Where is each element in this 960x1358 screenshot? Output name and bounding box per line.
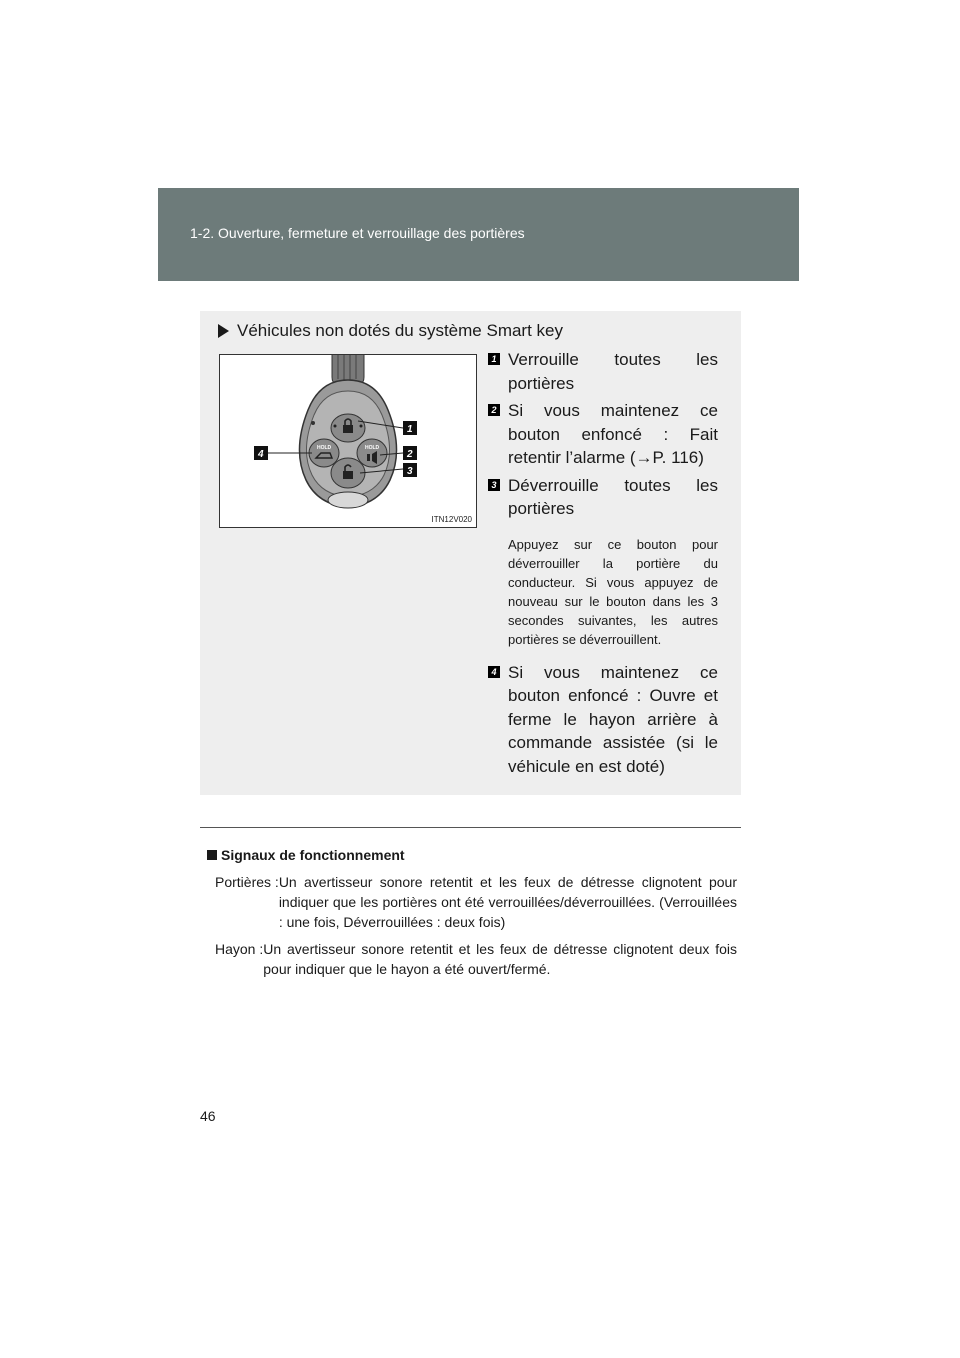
signals-title-text: Signaux de fonctionnement <box>221 847 405 863</box>
callout-3 <box>403 463 417 477</box>
list-item <box>488 348 718 395</box>
callout-4 <box>254 446 268 460</box>
arrow-right-icon <box>218 324 229 338</box>
key-fob-illustration <box>220 355 476 527</box>
list-item <box>488 661 718 779</box>
hold-label-left: HOLD <box>317 445 332 451</box>
item-text: Si vous maintenez ce bouton enfoncé : Ouvre et ferme le hayon arrière à commande assistée (si le véhicule en est doté) <box>508 662 718 776</box>
divider <box>200 827 741 828</box>
item-text: Verrouille toutes les portières <box>508 350 718 393</box>
tailgate-button <box>309 439 339 467</box>
signal-row-tailgate <box>215 939 737 979</box>
section-title: 1-2. Ouverture, fermeture et verrouillage des portières <box>190 225 525 241</box>
item-text: Déverrouille toutes les portières <box>508 475 718 518</box>
unlock-button <box>331 458 365 488</box>
signals-section <box>207 845 737 979</box>
signal-row-doors <box>215 872 737 932</box>
item-text: Si vous maintenez ce bouton enfoncé : Fait retentir l’alarme (→P. 116) <box>508 401 718 467</box>
item-number: 3 <box>488 479 500 491</box>
square-bullet-icon <box>207 850 217 860</box>
list-item <box>488 399 718 470</box>
item-number: 1 <box>488 353 500 365</box>
signal-label: Hayon : <box>215 941 264 957</box>
svg-text:4: 4 <box>258 449 264 460</box>
lock-button <box>331 414 365 442</box>
button-function-list <box>488 348 718 782</box>
hold-label-right: HOLD <box>365 445 380 451</box>
callout-2 <box>403 446 417 460</box>
panel-heading-text: Véhicules non dotés du système Smart key <box>237 321 563 340</box>
item-number: 4 <box>488 666 500 678</box>
signal-text: Un avertisseur sonore retentit et les feux de détresse clignotent pour indiquer que les portières ont été verrouillées/déverrouillées. (Verrouillées : une fois, Déverrouillées : deux fois) <box>278 874 737 930</box>
callout-1 <box>403 421 417 435</box>
svg-text:1: 1 <box>407 424 413 435</box>
info-panel <box>200 311 741 795</box>
section-header <box>158 188 799 281</box>
panel-heading <box>218 321 563 341</box>
svg-text:2: 2 <box>407 449 413 460</box>
panic-button <box>357 439 387 467</box>
item-note: Appuyez sur ce bouton pour déverrouiller la portière du conducteur. Si vous appuyez de nouveau sur le bouton dans les 3 secondes suivantes, les autres portières se déverrouillent. <box>508 536 718 647</box>
svg-text:3: 3 <box>407 466 413 477</box>
item-number: 2 <box>488 404 500 416</box>
page-number: 46 <box>200 1108 216 1124</box>
signal-label: Portières : <box>215 874 279 890</box>
figure-code: ITN12V020 <box>431 515 472 524</box>
list-item <box>488 474 718 649</box>
key-fob-figure <box>219 354 477 528</box>
signals-title <box>207 845 737 865</box>
signal-text: Un avertisseur sonore retentit et les feux de détresse clignotent deux fois pour indiquer que le hayon a été ouvert/fermé. <box>263 941 737 977</box>
